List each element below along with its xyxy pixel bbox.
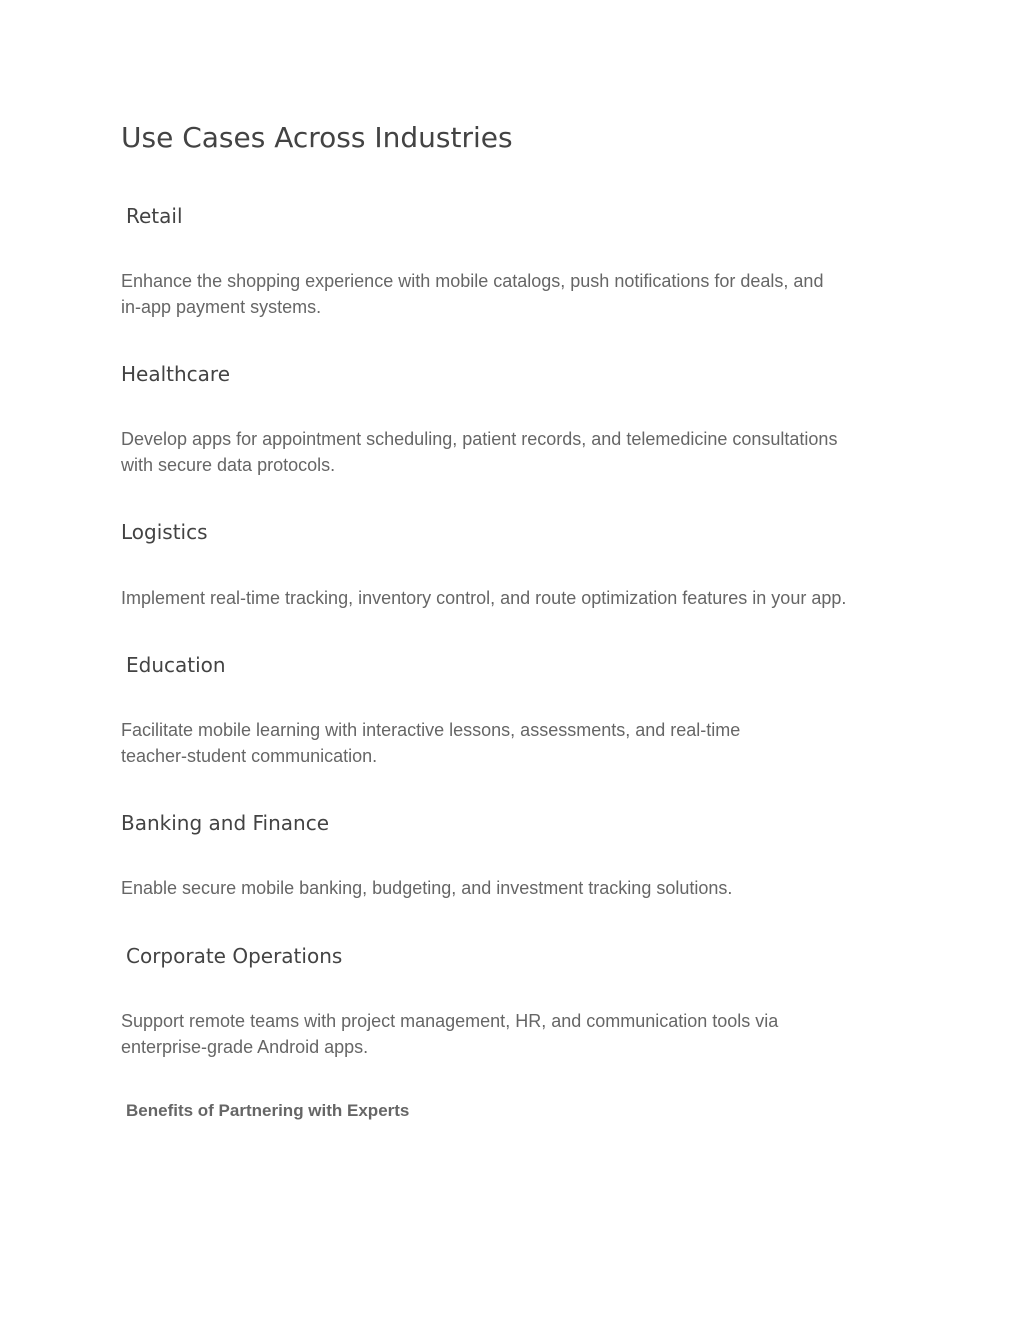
page-title: Use Cases Across Industries — [121, 121, 513, 154]
benefits-heading: Benefits of Partnering with Experts — [126, 1101, 410, 1120]
section-text-line: Facilitate mobile learning with interactive lessons, assessments, and real-time — [121, 720, 741, 740]
section-text-line: Support remote teams with project management, HR, and communication tools via — [121, 1011, 779, 1031]
section-text-line: with secure data protocols. — [121, 454, 336, 475]
section-heading-logistics: Logistics — [121, 520, 208, 544]
section-text-line: Develop apps for appointment scheduling, patient records, and telemedicine consultations — [121, 429, 838, 449]
section-text-retail — [121, 269, 911, 320]
section-heading-retail: Retail — [126, 204, 183, 228]
section-text-line: teacher-student communication. — [121, 745, 378, 766]
section-heading-corporate-operations: Corporate Operations — [126, 944, 343, 968]
section-heading-healthcare: Healthcare — [121, 362, 231, 386]
section-text-line: Enhance the shopping experience with mobile catalogs, push notifications for deals, and — [121, 271, 824, 291]
section-text-healthcare — [121, 427, 911, 478]
section-text-line: Enable secure mobile banking, budgeting, and investment tracking solutions. — [121, 878, 733, 898]
section-text-line: Implement real-time tracking, inventory control, and route optimization features in your app. — [121, 588, 847, 608]
section-heading-banking-finance: Banking and Finance — [121, 811, 330, 835]
section-text-education — [121, 718, 911, 769]
section-text-line: enterprise-grade Android apps. — [121, 1036, 369, 1057]
section-text-logistics — [121, 586, 911, 612]
section-text-corporate-operations — [121, 1009, 911, 1060]
section-heading-education: Education — [126, 653, 226, 677]
section-text-line: in-app payment systems. — [121, 296, 322, 317]
section-text-banking-finance — [121, 876, 911, 902]
